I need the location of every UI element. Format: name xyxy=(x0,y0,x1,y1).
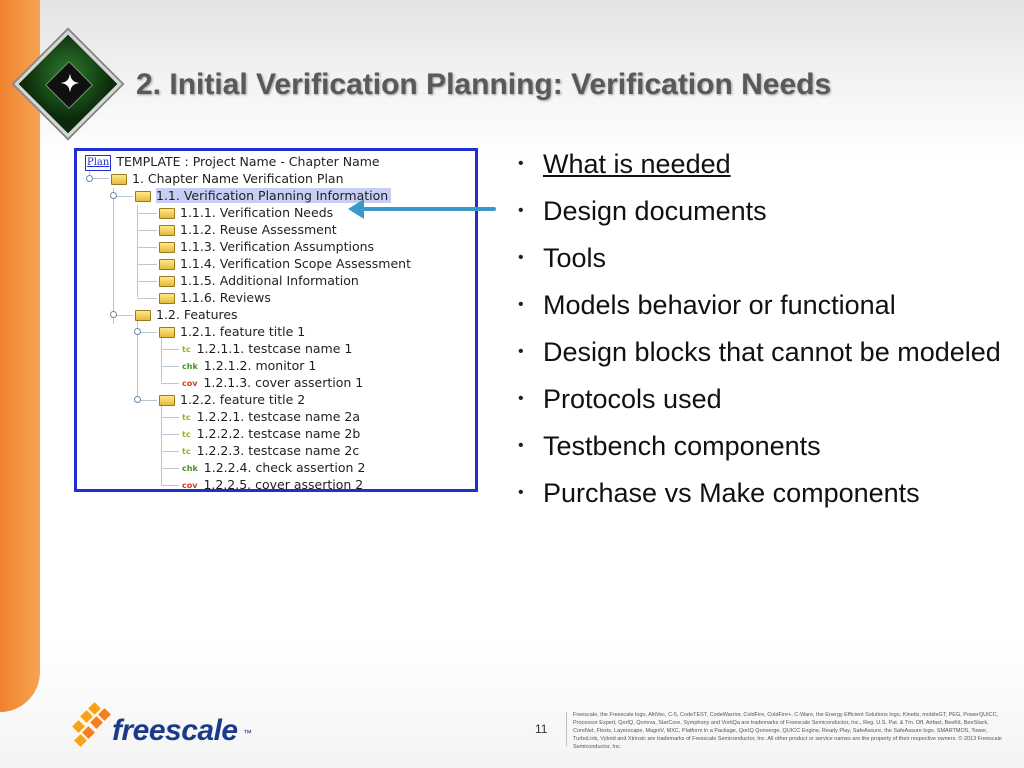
tree-item-label: 1.2.1.3. cover assertion 1 xyxy=(203,375,364,390)
bullet-text: Models behavior or functional xyxy=(543,290,896,320)
tree-item-label: 1.2.2.5. cover assertion 2 xyxy=(203,477,364,492)
bullet-item xyxy=(516,381,1006,417)
expand-toggle-icon[interactable] xyxy=(110,311,117,318)
tree-item[interactable] xyxy=(159,324,305,340)
cov-icon: cov xyxy=(182,378,198,388)
bullet-list xyxy=(516,146,1006,522)
folder-icon xyxy=(159,276,175,287)
tree-item[interactable] xyxy=(181,375,363,391)
tree-connector-line xyxy=(161,417,179,418)
tree-item[interactable] xyxy=(159,290,271,306)
bullet-dot-icon: • xyxy=(518,437,524,454)
tree-item-label: 1.2.2.2. testcase name 2b xyxy=(196,426,361,441)
tree-item[interactable] xyxy=(181,358,316,374)
folder-icon xyxy=(159,208,175,219)
folder-icon xyxy=(159,242,175,253)
plan-icon: Plan xyxy=(85,155,111,171)
tree-item-label: 1.2.1. feature title 1 xyxy=(180,324,306,339)
tree-item-label: 1.1.6. Reviews xyxy=(180,290,271,305)
tree-connector-line xyxy=(137,298,157,299)
legal-notice: Freescale, the Freescale logo, AltiVec, C-5, CodeTEST, CodeWarrior, ColdFire, ColdFire+, C-Ware, the Energy Efficient Solutions logo, Kinetis, mobileGT, PEG, PowerQUICC, Processor Expert, QorIQ, Qorivva, StarCore, Symphony and VortiQa are trademarks of Freescale Semiconductor, Inc., Reg. U.S. Pat. & Tm. Off. Airfast, BeeKit, BeeStack, CoreNet, Flexis, Layerscape, MagniV, MXC, Platform in a Package, QorIQ Qonverge, QUICC Engine, Ready Play, SafeAssure, the SafeAssure logo, SMARTMOS, Tower, TurboLink, Vybrid and Xtrinsic are trademarks of Freescale Semiconductor, Inc. All other product or service names are the property of their respective owners. © 2013 Freescale Semiconductor, Inc. xyxy=(573,712,1002,750)
tree-item-label: 1.1.3. Verification Assumptions xyxy=(180,239,375,254)
footer-divider xyxy=(566,712,567,746)
bullet-dot-icon: • xyxy=(518,202,524,219)
bullet-text: Testbench components xyxy=(543,431,821,461)
tree-connector-line xyxy=(161,366,179,367)
expand-toggle-icon[interactable] xyxy=(134,328,141,335)
bullet-dot-icon: • xyxy=(518,390,524,407)
bullet-item xyxy=(516,287,1006,323)
bullet-dot-icon: • xyxy=(518,343,524,360)
tree-connector-line xyxy=(137,247,157,248)
bullet-dot-icon: • xyxy=(518,249,524,266)
tc-icon: tc xyxy=(182,344,191,354)
folder-icon xyxy=(159,293,175,304)
tree-connector-line xyxy=(161,400,162,485)
tree-item[interactable] xyxy=(159,273,359,289)
tree-item-label: 1.1.1. Verification Needs xyxy=(180,205,334,220)
tree-item-label: 1.2.1.2. monitor 1 xyxy=(203,358,317,373)
folder-icon xyxy=(135,191,151,202)
expand-toggle-icon[interactable] xyxy=(86,175,93,182)
bullet-text: Design documents xyxy=(543,196,767,226)
tree-connector-line xyxy=(137,281,157,282)
folder-icon xyxy=(159,225,175,236)
freescale-wordmark: freescale xyxy=(112,714,238,747)
tree-item[interactable] xyxy=(159,392,305,408)
tree-item-label: 1.2.2.4. check assertion 2 xyxy=(203,460,366,475)
tree-item[interactable] xyxy=(181,477,363,493)
bullet-item xyxy=(516,193,1006,229)
tree-connector-line xyxy=(161,485,179,486)
tree-item-label: 1.2. Features xyxy=(156,307,238,322)
tree-item[interactable] xyxy=(111,171,344,187)
cov-icon: cov xyxy=(182,480,198,490)
tree-connector-line xyxy=(161,451,179,452)
trademark-symbol: ™ xyxy=(243,728,252,738)
bullet-item xyxy=(516,475,1006,511)
verification-plan-tree xyxy=(74,148,478,492)
folder-icon xyxy=(159,259,175,270)
tree-connector-line xyxy=(137,205,138,297)
tree-item-label: 1.1.5. Additional Information xyxy=(180,273,359,288)
tree-connector-line xyxy=(161,434,179,435)
tree-item[interactable] xyxy=(159,256,411,272)
tree-connector-line xyxy=(113,188,114,324)
folder-icon xyxy=(159,395,175,406)
tree-item-label: 1.2.1.1. testcase name 1 xyxy=(196,341,353,356)
slide-title: 2. Initial Verification Planning: Verification Needs xyxy=(136,68,832,101)
tree-item[interactable] xyxy=(181,341,352,357)
tree-item-label: 1. Chapter Name Verification Plan xyxy=(132,171,344,186)
tree-item[interactable] xyxy=(181,443,359,459)
what-is-needed-link[interactable]: What is needed xyxy=(543,149,731,179)
tree-item-label: 1.2.2.1. testcase name 2a xyxy=(196,409,361,424)
bullet-item xyxy=(516,428,1006,464)
tc-icon: tc xyxy=(182,429,191,439)
tree-item-label: 1.2.2.3. testcase name 2c xyxy=(196,443,360,458)
bullet-item[interactable] xyxy=(516,146,1006,182)
tree-item[interactable] xyxy=(181,460,365,476)
tree-item[interactable] xyxy=(181,426,360,442)
chk-icon: chk xyxy=(182,463,198,473)
bullet-item xyxy=(516,334,1006,370)
tree-item-label: TEMPLATE : Project Name - Chapter Name xyxy=(116,154,380,169)
arrow-head-icon xyxy=(348,199,364,219)
tree-connector-line xyxy=(161,468,179,469)
bullet-item xyxy=(516,240,1006,276)
tree-connector-line xyxy=(137,213,157,214)
expand-toggle-icon[interactable] xyxy=(134,396,141,403)
tree-item-label: 1.2.2. feature title 2 xyxy=(180,392,306,407)
tree-item[interactable] xyxy=(135,307,238,323)
tree-item-label: 1.1. Verification Planning Information xyxy=(156,188,391,203)
tree-item[interactable] xyxy=(159,239,374,255)
bullet-dot-icon: • xyxy=(518,484,524,501)
bullet-dot-icon: • xyxy=(518,155,524,172)
tree-item[interactable] xyxy=(85,154,380,170)
bullet-text: Purchase vs Make components xyxy=(543,478,920,508)
bullet-dot-icon: • xyxy=(518,296,524,313)
chk-icon: chk xyxy=(182,361,198,371)
folder-icon xyxy=(111,174,127,185)
tree-item[interactable] xyxy=(159,222,337,238)
tree-item-label: 1.1.2. Reuse Assessment xyxy=(180,222,337,237)
page-number: 11 xyxy=(535,722,548,736)
tree-item[interactable] xyxy=(181,409,360,425)
bullet-text: Protocols used xyxy=(543,384,722,414)
tree-item-label: 1.1.4. Verification Scope Assessment xyxy=(180,256,411,271)
tree-item[interactable] xyxy=(159,205,333,221)
bullet-text: Design blocks that cannot be modeled xyxy=(543,337,1001,367)
tc-icon: tc xyxy=(182,446,191,456)
expand-toggle-icon[interactable] xyxy=(110,192,117,199)
folder-icon xyxy=(135,310,151,321)
freescale-logo-icon xyxy=(72,704,116,746)
pointer-arrow xyxy=(360,207,496,211)
tree-connector-line xyxy=(161,349,179,350)
orange-side-bar xyxy=(0,0,40,712)
tree-connector-line xyxy=(137,230,157,231)
tree-connector-line xyxy=(137,264,157,265)
folder-icon xyxy=(159,327,175,338)
freescale-mark-icon: ✦ xyxy=(60,71,80,96)
tc-icon: tc xyxy=(182,412,191,422)
bullet-text: Tools xyxy=(543,243,607,273)
tree-connector-line xyxy=(161,383,179,384)
